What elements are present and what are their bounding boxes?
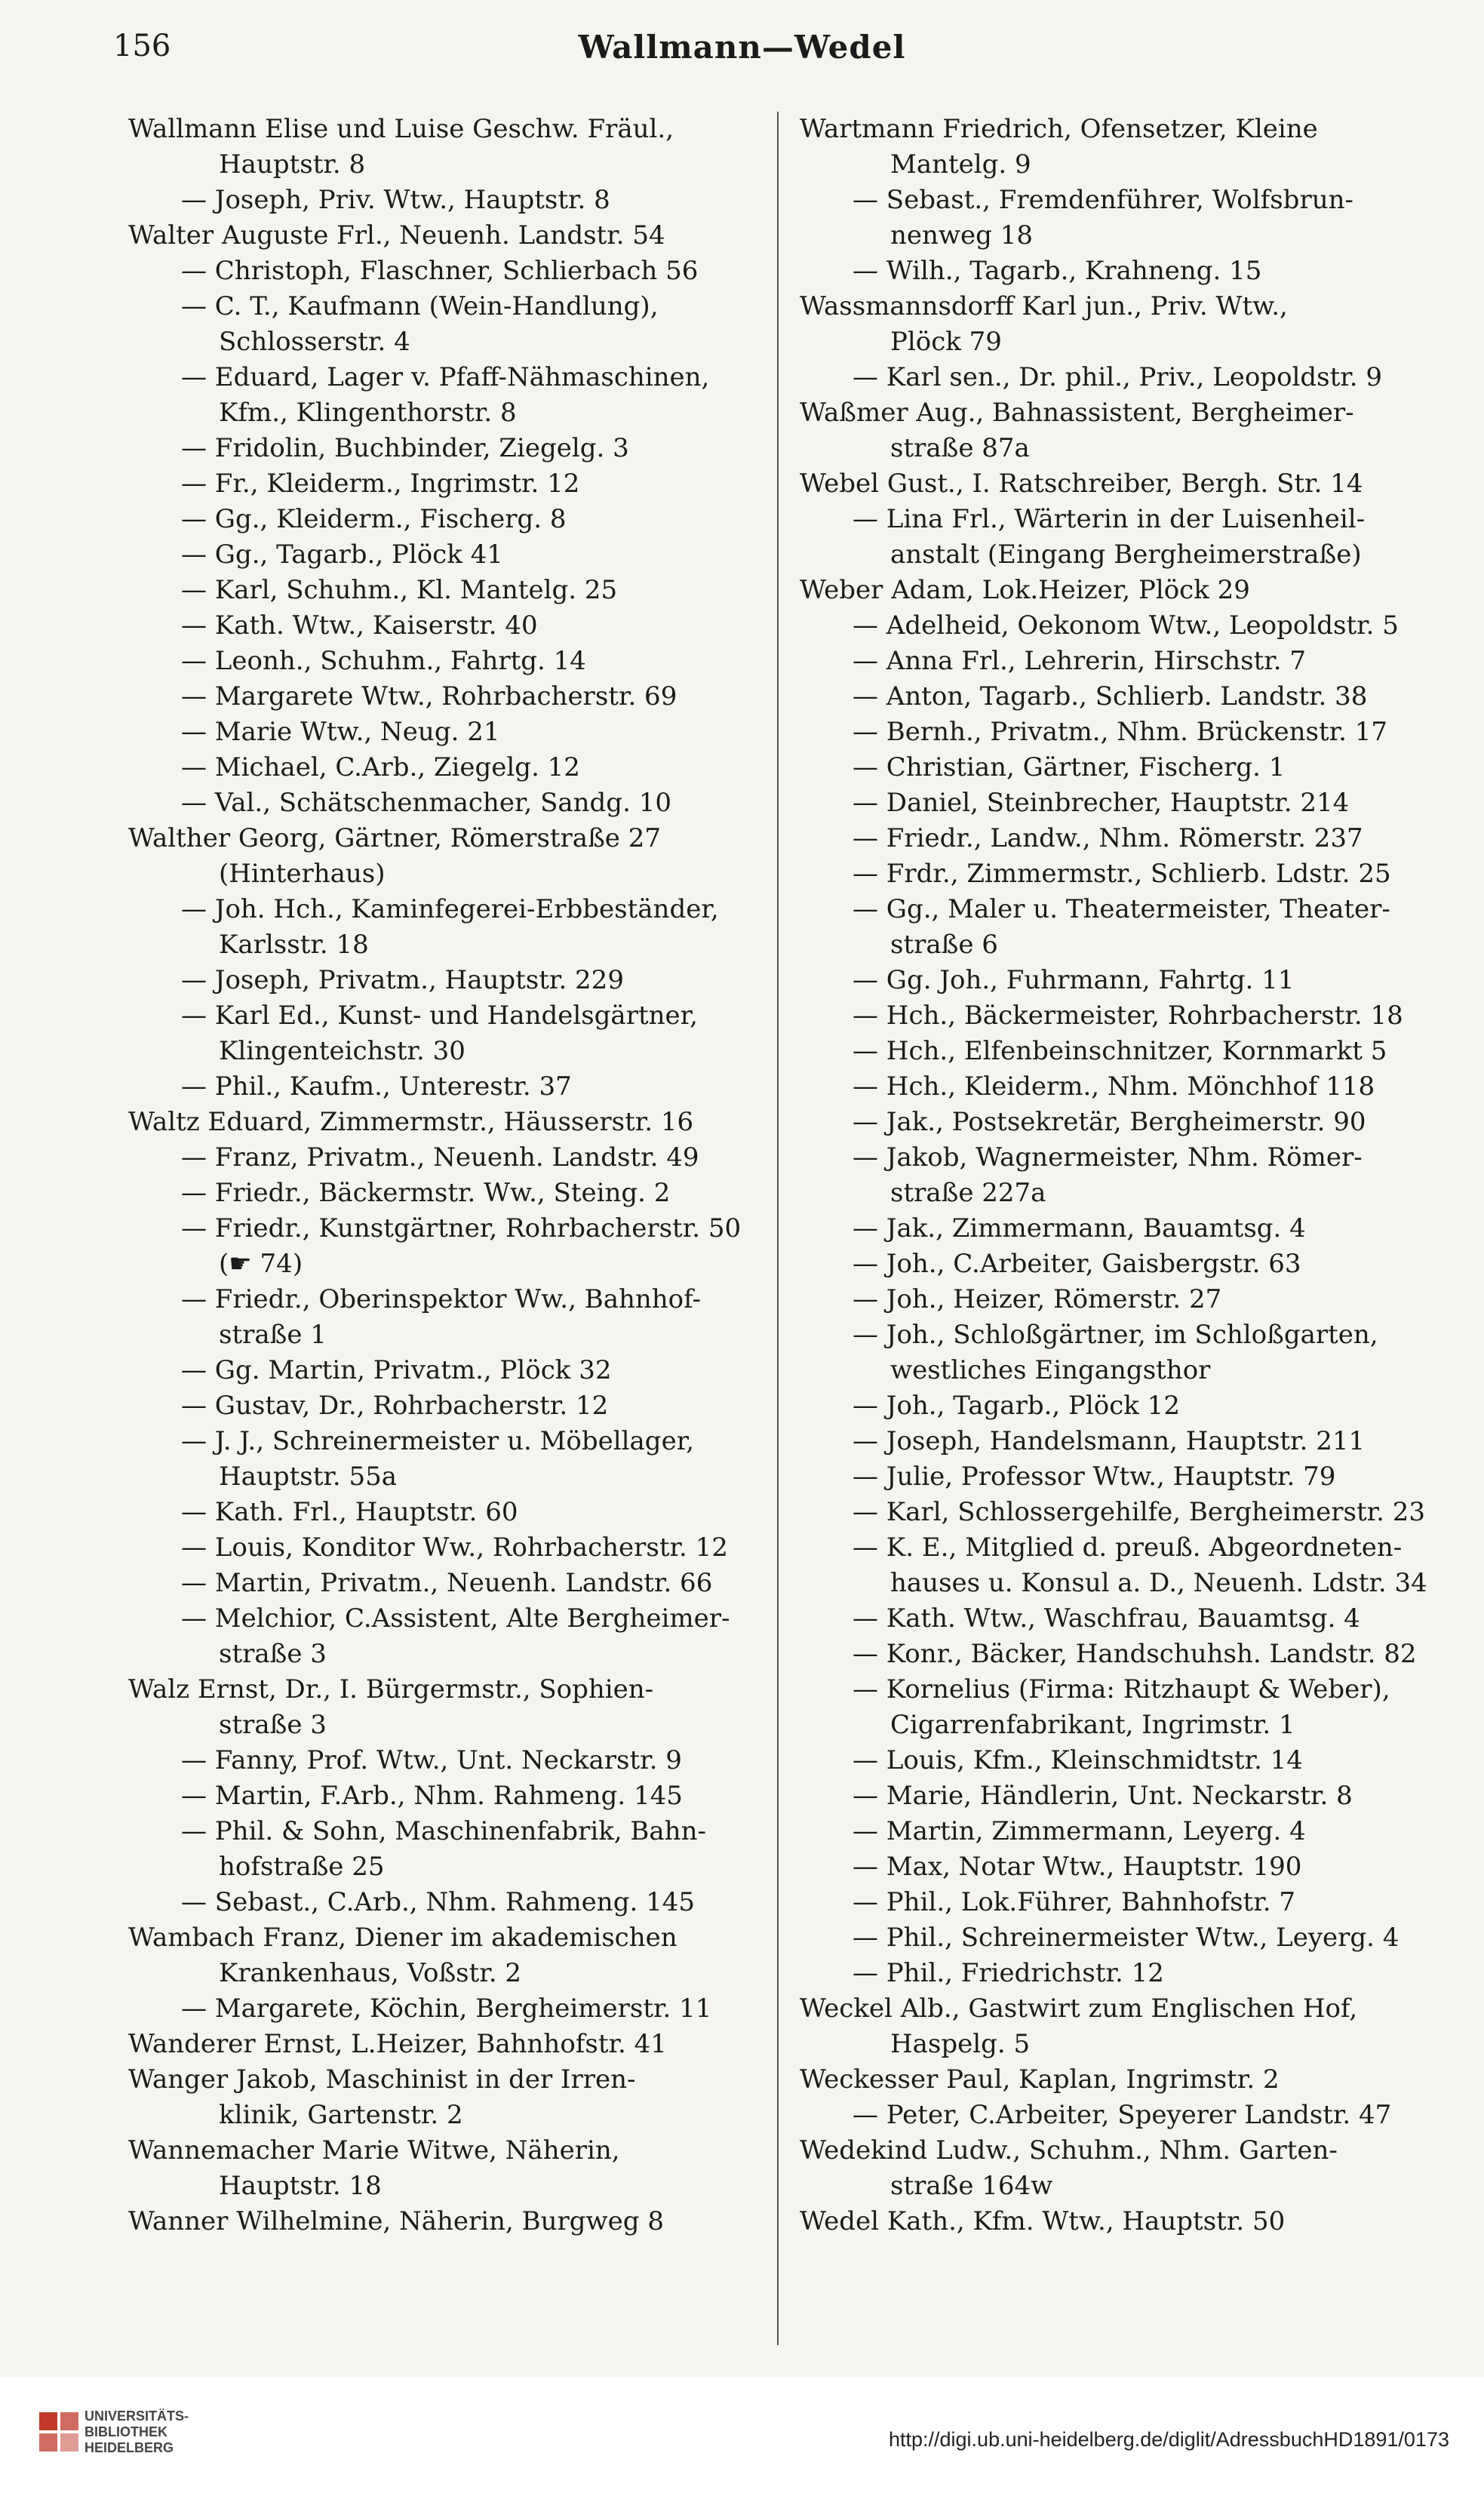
directory-entry-line: — Margarete, Köchin, Bergheimerstr. 11 [181,1993,712,2024]
directory-entry-line: — Gg., Kleiderm., Fischerg. 8 [181,504,567,534]
logo-line-1: UNIVERSITÄTS- [84,2408,189,2424]
directory-entry-line: Weckel Alb., Gastwirt zum Englischen Hof, [800,1993,1358,2024]
directory-entry-line: Karlsstr. 18 [219,930,369,960]
directory-entry-line: Wanner Wilhelmine, Näherin, Burgweg 8 [128,2206,664,2236]
directory-entry-line: — Phil., Schreinermeister Wtw., Leyerg. 4 [853,1923,1400,1953]
directory-entry-line: Krankenhaus, Voßstr. 2 [219,1958,522,1988]
directory-entry-line: hauses u. Konsul a. D., Neuenh. Ldstr. 34 [890,1568,1427,1598]
directory-entry-line: — Marie Wtw., Neug. 21 [181,717,500,747]
directory-entry-line: anstalt (Eingang Bergheimerstraße) [890,539,1362,570]
directory-entry-line: — Martin, Zimmermann, Leyerg. 4 [853,1816,1306,1846]
directory-entry-line: — Joh., Schloßgärtner, im Schloßgarten, [853,1320,1378,1350]
directory-entry-line: — Wilh., Tagarb., Krahneng. 15 [853,256,1262,286]
directory-entry-line: Hauptstr. 55a [219,1462,398,1492]
directory-entry-line: (Hinterhaus) [219,859,386,889]
directory-entry-line: — Joseph, Priv. Wtw., Hauptstr. 8 [181,185,610,215]
directory-entry-line: — Jak., Zimmermann, Bauamtsg. 4 [853,1213,1306,1243]
directory-entry-line: — Frdr., Zimmermstr., Schlierb. Ldstr. 25 [853,859,1391,889]
directory-entry-line: Hauptstr. 18 [219,2171,382,2201]
directory-entry-line: Kfm., Klingenthorstr. 8 [219,398,517,428]
directory-entry-line: Wannemacher Marie Witwe, Näherin, [128,2135,620,2166]
directory-entry-line: — Gg., Tagarb., Plöck 41 [181,539,503,570]
directory-entry-line: — Christian, Gärtner, Fischerg. 1 [853,752,1286,782]
directory-entry-line: Wallmann Elise und Luise Geschw. Fräul., [128,114,674,144]
directory-entry-line: — Phil., Kaufm., Unterestr. 37 [181,1071,572,1102]
directory-entry-line: — Franz, Privatm., Neuenh. Landstr. 49 [181,1142,699,1173]
directory-entry-line: — Martin, Privatm., Neuenh. Landstr. 66 [181,1568,713,1598]
directory-entry-line: — Fr., Kleiderm., Ingrimstr. 12 [181,469,580,499]
directory-entry-line: — Fridolin, Buchbinder, Ziegelg. 3 [181,433,629,463]
directory-entry-line: — Gg. Martin, Privatm., Plöck 32 [181,1355,612,1385]
directory-entry-line: — Joh. Hch., Kaminfegerei-Erbbeständer, [181,894,719,924]
directory-entry-line: — Gg. Joh., Fuhrmann, Fahrtg. 11 [853,965,1295,995]
directory-entry-line: Walz Ernst, Dr., I. Bürgermstr., Sophien- [128,1674,654,1705]
logo-line-3: HEIDELBERG [84,2440,174,2455]
directory-entry-line: Wedel Kath., Kfm. Wtw., Hauptstr. 50 [800,2206,1286,2236]
directory-entry-line: — Kath. Frl., Hauptstr. 60 [181,1497,518,1527]
directory-entry-line: — Lina Frl., Wärterin in der Luisenheil- [853,504,1366,534]
directory-entry-line: — Jakob, Wagnermeister, Nhm. Römer- [853,1142,1363,1173]
directory-entry-line: — Eduard, Lager v. Pfaff-Nähmaschinen, [181,362,710,392]
directory-entry-line: — Kath. Wtw., Waschfrau, Bauamtsg. 4 [853,1603,1360,1634]
directory-entry-line: Waßmer Aug., Bahnassistent, Bergheimer- [800,398,1354,428]
directory-entry-line: — Joh., Heizer, Römerstr. 27 [853,1284,1222,1314]
directory-entry-line: — J. J., Schreinermeister u. Möbellager, [181,1426,695,1456]
directory-entry-line: — Martin, F.Arb., Nhm. Rahmeng. 145 [181,1781,683,1811]
directory-entry-line: — Kornelius (Firma: Ritzhaupt & Weber), [853,1674,1390,1705]
column-divider [777,112,779,2345]
directory-entry-line: Haspelg. 5 [890,2029,1031,2059]
directory-entry-line: — Anna Frl., Lehrerin, Hirschstr. 7 [853,646,1307,676]
directory-entry-line: hofstraße 25 [219,1852,385,1882]
directory-entry-line: straße 164w [890,2171,1053,2201]
directory-entry-line: straße 3 [219,1710,327,1740]
directory-entry-line: — Joh., C.Arbeiter, Gaisbergstr. 63 [853,1249,1301,1279]
directory-entry-line: — Hch., Kleiderm., Nhm. Mönchhof 118 [853,1071,1375,1102]
directory-entry-line: — Peter, C.Arbeiter, Speyerer Landstr. 47 [853,2100,1392,2130]
directory-entry-line: — Louis, Kfm., Kleinschmidtstr. 14 [853,1745,1303,1775]
directory-entry-line: — Bernh., Privatm., Nhm. Brückenstr. 17 [853,717,1388,747]
directory-entry-line: — K. E., Mitglied d. preuß. Abgeordneten- [853,1532,1403,1563]
logo-line-2: BIBLIOTHEK [84,2424,167,2439]
running-title: Wallmann—Wedel [578,29,906,66]
directory-entry-line: Cigarrenfabrikant, Ingrimstr. 1 [890,1710,1295,1740]
directory-entry-line: westliches Eingangsthor [890,1355,1211,1385]
directory-entry-line: — Adelheid, Oekonom Wtw., Leopoldstr. 5 [853,610,1399,641]
directory-entry-line: — Sebast., C.Arb., Nhm. Rahmeng. 145 [181,1887,695,1917]
library-logo-text [84,2408,189,2456]
directory-entry-line: — Melchior, C.Assistent, Alte Bergheimer- [181,1603,730,1634]
directory-entry-line: — Friedr., Landw., Nhm. Römerstr. 237 [853,823,1363,853]
directory-entry-line: straße 3 [219,1639,327,1669]
directory-entry-line: straße 227a [890,1178,1046,1208]
directory-entry-line: Webel Gust., I. Ratschreiber, Bergh. Str. 14 [800,469,1363,499]
directory-entry-line: — Margarete Wtw., Rohrbacherstr. 69 [181,681,677,712]
right-column [800,112,1446,2239]
directory-entry-line: Hauptstr. 8 [219,149,366,180]
directory-entry-line: Weckesser Paul, Kaplan, Ingrimstr. 2 [800,2064,1280,2095]
directory-entry-line: — Joseph, Handelsmann, Hauptstr. 211 [853,1426,1366,1456]
directory-entry-line: — Daniel, Steinbrecher, Hauptstr. 214 [853,788,1350,818]
directory-entry-line: — Kath. Wtw., Kaiserstr. 40 [181,610,538,641]
directory-entry-line: Plöck 79 [890,327,1002,357]
directory-entry-line: Walter Auguste Frl., Neuenh. Landstr. 54 [128,220,665,251]
directory-entry-line: — Friedr., Kunstgärtner, Rohrbacherstr. 50 [181,1213,742,1243]
directory-entry-line: — Jak., Postsekretär, Bergheimerstr. 90 [853,1107,1366,1137]
directory-entry-line: — Gg., Maler u. Theatermeister, Theater- [853,894,1390,924]
directory-entry-line: Wanderer Ernst, L.Heizer, Bahnhofstr. 41 [128,2029,667,2059]
directory-entry-line: straße 1 [219,1320,327,1350]
directory-entry-line: — Friedr., Bäckermstr. Ww., Steing. 2 [181,1178,671,1208]
directory-entry-line: — C. T., Kaufmann (Wein-Handlung), [181,291,659,321]
directory-entry-line: — Hch., Bäckermeister, Rohrbacherstr. 18 [853,1001,1403,1031]
directory-entry-line: — Joseph, Privatm., Hauptstr. 229 [181,965,624,995]
directory-entry-line: — Karl Ed., Kunst- und Handelsgärtner, [181,1001,698,1031]
directory-entry-line: — Phil., Lok.Führer, Bahnhofstr. 7 [853,1887,1295,1917]
directory-entry-line: — Friedr., Oberinspektor Ww., Bahnhof- [181,1284,701,1314]
directory-entry-line: Klingenteichstr. 30 [219,1036,465,1066]
directory-entry-line: — Konr., Bäcker, Handschuhsh. Landstr. 82 [853,1639,1417,1669]
source-url-link[interactable]: http://digi.ub.uni-heidelberg.de/diglit/AdressbuchHD1891/0173 [888,2428,1449,2451]
directory-entry-line: — Phil. & Sohn, Maschinenfabrik, Bahn- [181,1816,706,1846]
directory-entry-line: — Max, Notar Wtw., Hauptstr. 190 [853,1852,1302,1882]
directory-entry-line: straße 87a [890,433,1030,463]
directory-entry-line: — Marie, Händlerin, Unt. Neckarstr. 8 [853,1781,1353,1811]
directory-entry-line: — Leonh., Schuhm., Fahrtg. 14 [181,646,586,676]
directory-entry-line: nenweg 18 [890,220,1033,251]
directory-entry-line: Schlosserstr. 4 [219,327,410,357]
directory-entry-line: Wanger Jakob, Maschinist in der Irren- [128,2064,636,2095]
directory-entry-line: — Karl, Schlossergehilfe, Bergheimerstr. 23 [853,1497,1426,1527]
directory-entry-line: Waltz Eduard, Zimmermstr., Häusserstr. 16 [128,1107,694,1137]
directory-entry-line: (☛ 74) [219,1249,303,1279]
directory-entry-line: — Karl sen., Dr. phil., Priv., Leopoldstr. 9 [853,362,1383,392]
directory-entry-line: Wedekind Ludw., Schuhm., Nhm. Garten- [800,2135,1338,2166]
directory-entry-line: straße 6 [890,930,998,960]
page-number: 156 [113,29,171,63]
directory-entry-line: klinik, Gartenstr. 2 [219,2100,463,2130]
directory-entry-line: Wartmann Friedrich, Ofensetzer, Kleine [800,114,1318,144]
directory-entry-line: — Christoph, Flaschner, Schlierbach 56 [181,256,699,286]
directory-entry-line: — Karl, Schuhm., Kl. Mantelg. 25 [181,575,618,605]
directory-entry-line: Mantelg. 9 [890,149,1031,180]
directory-entry-line: Wassmannsdorff Karl jun., Priv. Wtw., [800,291,1288,321]
directory-entry-line: — Phil., Friedrichstr. 12 [853,1958,1164,1988]
directory-entry-line: — Louis, Konditor Ww., Rohrbacherstr. 12 [181,1532,728,1563]
left-column [128,112,774,2239]
directory-entry-line: — Gustav, Dr., Rohrbacherstr. 12 [181,1391,609,1421]
directory-entry-line: — Hch., Elfenbeinschnitzer, Kornmarkt 5 [853,1036,1387,1066]
directory-entry-line: — Anton, Tagarb., Schlierb. Landstr. 38 [853,681,1368,712]
directory-entry-line: — Julie, Professor Wtw., Hauptstr. 79 [853,1462,1336,1492]
library-logo-icon [38,2411,80,2453]
directory-entry-line: Weber Adam, Lok.Heizer, Plöck 29 [800,575,1250,605]
directory-entry-line: — Sebast., Fremdenführer, Wolfsbrun- [853,185,1353,215]
directory-entry-line: — Joh., Tagarb., Plöck 12 [853,1391,1180,1421]
directory-entry-line: — Val., Schätschenmacher, Sandg. 10 [181,788,671,818]
directory-entry-line: Walther Georg, Gärtner, Römerstraße 27 [128,823,661,853]
directory-entry-line: — Michael, C.Arb., Ziegelg. 12 [181,752,580,782]
directory-entry-line: — Fanny, Prof. Wtw., Unt. Neckarstr. 9 [181,1745,682,1775]
directory-entry-line: Wambach Franz, Diener im akademischen [128,1923,677,1953]
